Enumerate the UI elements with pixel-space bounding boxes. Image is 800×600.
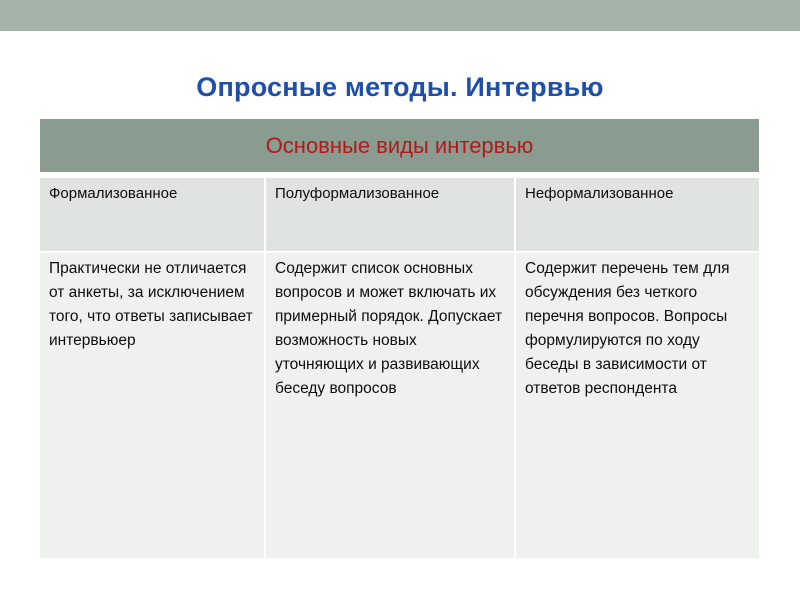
column-header-semiformalized: Полуформализованное bbox=[266, 178, 516, 253]
table-grid bbox=[40, 178, 759, 558]
table-cell-semiformalized-description: Содержит список основных вопросов и может включать их примерный порядок. Допускает возможность новых уточняющих и развивающих беседу вопросов bbox=[266, 253, 516, 558]
column-header-nonformalized: Неформализованное bbox=[516, 178, 759, 253]
interview-types-table bbox=[40, 119, 759, 558]
top-decorative-band bbox=[0, 0, 800, 31]
slide-title: Опросные методы. Интервью bbox=[196, 72, 604, 102]
column-header-formalized: Формализованное bbox=[40, 178, 266, 253]
table-cell-formalized-description: Практически не отличается от анкеты, за исключением того, что ответы записывает интервьюер bbox=[40, 253, 266, 558]
table-header: Основные виды интервью bbox=[40, 119, 759, 175]
table-cell-nonformalized-description: Содержит перечень тем для обсуждения без четкого перечня вопросов. Вопросы формулируются по ходу беседы в зависимости от ответов респондента bbox=[516, 253, 759, 558]
